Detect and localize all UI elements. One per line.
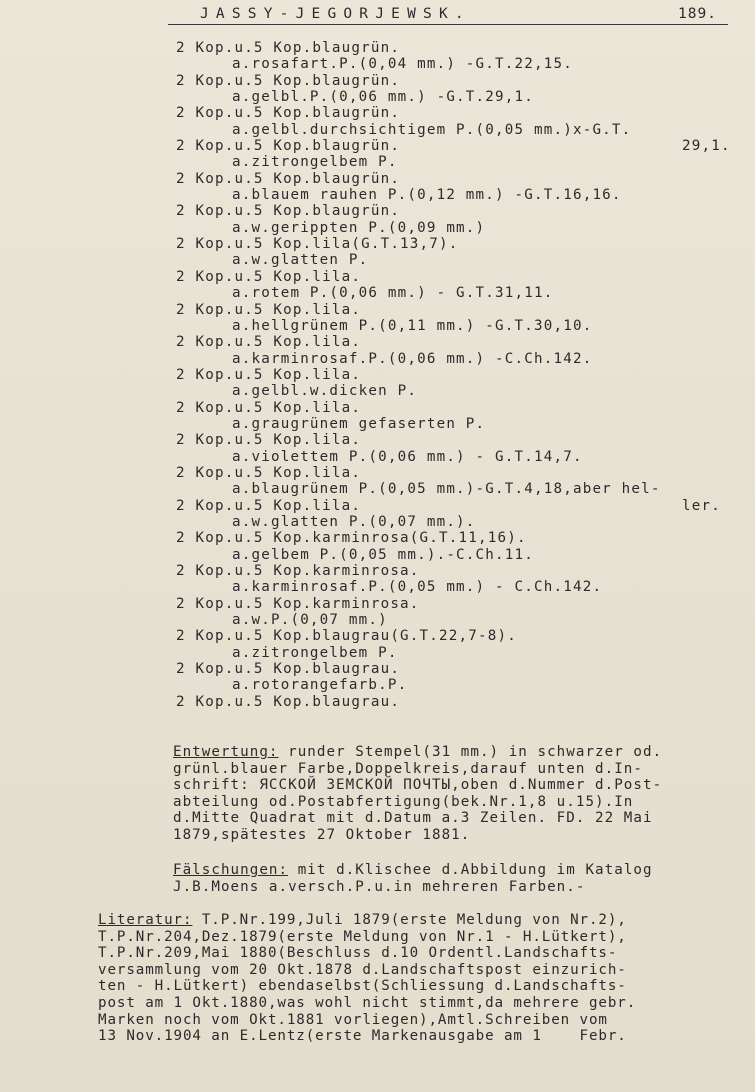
entry-main-line: [176, 334, 736, 350]
entry-paper-line: a.w.glatten P.(0,07 mm.).: [232, 513, 476, 530]
entry-main-line: [176, 236, 736, 252]
page-header: [0, 0, 755, 26]
entwertung-label: Entwertung:: [173, 744, 279, 760]
literatur-line: post am 1 Okt.1880,was wohl nicht stimmt,da mehrere gebr.: [98, 994, 637, 1011]
entry-denomination: 2 Kop.u.5 Kop.blaugrün.: [176, 203, 401, 220]
entry-denomination: 2 Kop.u.5 Kop.lila.: [176, 432, 362, 449]
entry-main-line: [176, 661, 736, 677]
entwertung-line: abteilung od.Postabfertigung(bek.Nr.1,8 u.15).In: [173, 793, 634, 810]
literatur-text: T.P.Nr.199,Juli 1879(erste Meldung von Nr.2),: [192, 912, 627, 928]
entry-denomination: 2 Kop.u.5 Kop.blaugrün.: [176, 138, 401, 155]
entry-main-line: [176, 432, 736, 448]
entry-paper-line: a.gelbem P.(0,05 mm.).-C.Ch.11.: [232, 546, 534, 563]
entry-paper-line: a.w.gerippten P.(0,09 mm.): [232, 219, 486, 236]
entry-denomination: 2 Kop.u.5 Kop.lila.: [176, 399, 362, 416]
entwertung-line: schrift: ЯССКОЙ ЗЕМСКОЙ ПОЧТЫ,oben d.Nummer d.Post-: [173, 777, 663, 794]
entry-main-line: [176, 498, 736, 514]
entry-denomination: 2 Kop.u.5 Kop.lila.: [176, 268, 362, 285]
entry-paper-line: a.gelbl.durchsichtigem P.(0,05 mm.)x-G.T.: [232, 121, 632, 138]
entry-main-line: [176, 302, 736, 318]
entry-denomination: 2 Kop.u.5 Kop.blaugrün.: [176, 72, 401, 89]
header-title: JASSY-JEGORJEWSK.: [200, 6, 471, 22]
entry-paper-line: a.zitrongelbem P.: [232, 154, 398, 171]
entry-denomination: 2 Kop.u.5 Kop.karminrosa(G.T.11,16).: [176, 530, 527, 547]
entry-paper-line: a.w.P.(0,07 mm.): [232, 612, 388, 629]
entry-main-line: [176, 400, 736, 416]
entry-main-line: [176, 367, 736, 383]
entry-main-line: [176, 694, 736, 710]
entry-denomination: 2 Kop.u.5 Kop.blaugrün.: [176, 170, 401, 187]
entry-denomination: 2 Kop.u.5 Kop.blaugrau.: [176, 661, 401, 678]
entwertung-line: [173, 744, 748, 761]
entry-main-line: [176, 530, 736, 546]
literatur-line: Marken noch vom Okt.1881 vorliegen),Amtl.Schreiben vom: [98, 1011, 608, 1028]
entry-paper-line: a.rosafart.P.(0,04 mm.) -G.T.22,15.: [232, 56, 573, 73]
literatur-paragraph: [98, 912, 748, 1045]
entry-denomination: 2 Kop.u.5 Kop.lila.: [176, 497, 362, 514]
entry-main-line: [176, 203, 736, 219]
faelschungen-line: J.B.Moens a.versch.P.u.in mehreren Farben.-: [173, 878, 586, 895]
entry-paper-line: a.hellgrünem P.(0,11 mm.) -G.T.30,10.: [232, 317, 593, 334]
entry-denomination: 2 Kop.u.5 Kop.lila.: [176, 334, 362, 351]
page-number: 189.: [678, 6, 717, 22]
entry-denomination: 2 Kop.u.5 Kop.blaugrau(G.T.22,7-8).: [176, 628, 517, 645]
entwertung-text: runder Stempel(31 mm.) in schwarzer od.: [278, 744, 663, 760]
entry-denomination: 2 Kop.u.5 Kop.lila(G.T.13,7).: [176, 236, 459, 253]
entry-continuation: ler.: [682, 497, 721, 514]
entry-paper-line: a.zitrongelbem P.: [232, 644, 398, 661]
entry-paper-line: a.gelbl.P.(0,06 mm.) -G.T.29,1.: [232, 89, 534, 106]
faelschungen-paragraph: [173, 862, 748, 895]
faelschungen-label: Fälschungen:: [173, 862, 289, 878]
entry-denomination: 2 Kop.u.5 Kop.blaugrün.: [176, 40, 401, 56]
entry-paper-line: a.blauem rauhen P.(0,12 mm.) -G.T.16,16.: [232, 187, 622, 204]
literatur-line: T.P.Nr.209,Mai 1880(Beschluss d.10 Ordentl.Landschafts-: [98, 945, 618, 962]
entry-paper-line: a.rotorangefarb.P.: [232, 677, 408, 694]
entry-denomination: 2 Kop.u.5 Kop.karminrosa.: [176, 595, 420, 612]
literatur-label: Literatur:: [98, 912, 193, 928]
entwertung-line: 1879,spätestes 27 Oktober 1881.: [173, 826, 471, 843]
faelschungen-line: [173, 862, 748, 879]
literatur-line: ten - H.Lütkert) ebendaselbst(Schliessung d.Landschafts-: [98, 978, 627, 995]
entry-denomination: 2 Kop.u.5 Kop.lila.: [176, 366, 362, 383]
entry-main-line: [176, 105, 736, 121]
entry-paper-line: a.blaugrünem P.(0,05 mm.)-G.T.4,18,aber hel-: [232, 481, 661, 498]
entry-main-line: [176, 138, 736, 154]
literatur-line: versammlung vom 20 Okt.1878 d.Landschaftspost einzurich-: [98, 961, 627, 978]
entry-denomination: 2 Kop.u.5 Kop.lila.: [176, 301, 362, 318]
entry-main-line: [176, 40, 736, 56]
entry-main-line: [176, 465, 736, 481]
entry-denomination: 2 Kop.u.5 Kop.blaugrün.: [176, 105, 401, 122]
literatur-line: 13 Nov.1904 an E.Lentz(erste Markenausgabe am 1 Febr.: [98, 1028, 627, 1045]
entry-paper-line: a.gelbl.w.dicken P.: [232, 383, 418, 400]
entry-main-line: [176, 171, 736, 187]
entry-main-line: [176, 628, 736, 644]
faelschungen-text: mit d.Klischee d.Abbildung im Katalog: [288, 862, 653, 878]
literatur-line: T.P.Nr.204,Dez.1879(erste Meldung von Nr.1 - H.Lütkert),: [98, 928, 627, 945]
stamp-variety-list: [176, 40, 736, 710]
entry-continuation: 29,1.: [682, 138, 731, 155]
entry-denomination: 2 Kop.u.5 Kop.lila.: [176, 464, 362, 481]
entwertung-paragraph: [173, 744, 748, 844]
literatur-line: [98, 912, 748, 929]
entry-main-line: [176, 596, 736, 612]
entry-paper-line: a.w.glatten P.: [232, 252, 369, 269]
entry-paper-line: a.karminrosaf.P.(0,06 mm.) -C.Ch.142.: [232, 350, 593, 367]
entry-main-line: [176, 563, 736, 579]
entry-paper-line: a.graugrünem gefaserten P.: [232, 415, 486, 432]
entry-main-line: [176, 269, 736, 285]
entry-paper-line: a.violettem P.(0,06 mm.) - G.T.14,7.: [232, 448, 583, 465]
entwertung-line: grünl.blauer Farbe,Doppelkreis,darauf unten d.In-: [173, 760, 643, 777]
entwertung-line: d.Mitte Quadrat mit d.Datum a.3 Zeilen. FD. 22 Mai: [173, 810, 653, 827]
entry-paper-line: a.rotem P.(0,06 mm.) - G.T.31,11.: [232, 285, 554, 302]
entry-main-line: [176, 73, 736, 89]
entry-denomination: 2 Kop.u.5 Kop.blaugrau.: [176, 693, 401, 710]
header-rule: [168, 24, 728, 25]
entry-denomination: 2 Kop.u.5 Kop.karminrosa.: [176, 563, 420, 579]
entry-paper-line: a.karminrosaf.P.(0,05 mm.) - C.Ch.142.: [232, 579, 603, 596]
